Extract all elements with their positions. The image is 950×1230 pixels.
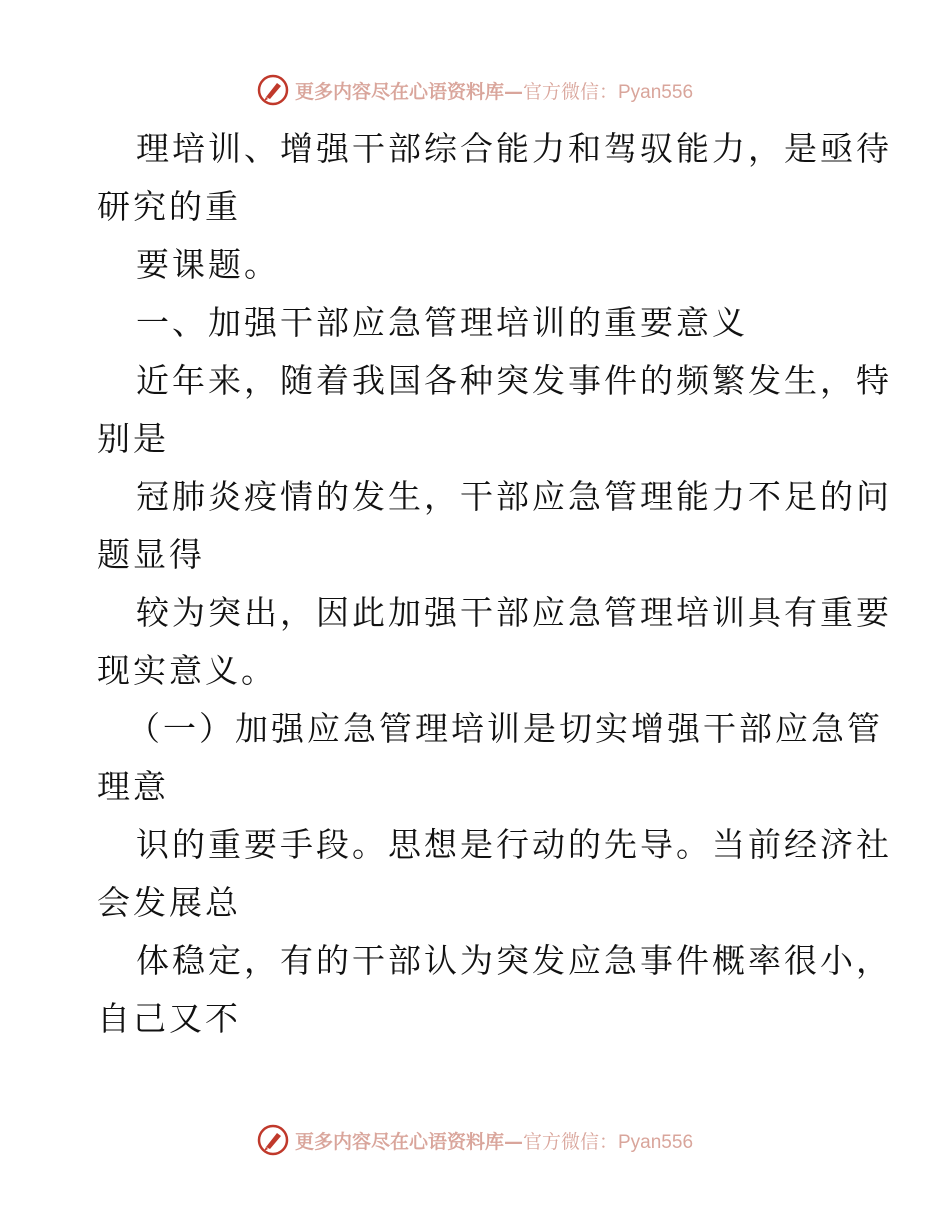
text-line: 理意 <box>97 767 169 806</box>
text-line: 自己又不 <box>97 999 241 1038</box>
text-line: 别是 <box>97 419 169 458</box>
pen-logo-icon <box>257 1124 289 1156</box>
text-line: 识的重要手段。思想是行动的先导。当前经济社 <box>136 825 892 864</box>
text-line: 理培训、增强干部综合能力和驾驭能力，是亟待 <box>136 129 892 168</box>
watermark-text: 更多内容尽在心语资料库—官方微信：Pyan556 <box>294 80 694 103</box>
text-line: 现实意义。 <box>97 651 277 690</box>
header-watermark <box>0 70 950 110</box>
text-line: 较为突出，因此加强干部应急管理培训具有重要 <box>136 593 892 632</box>
text-line: 会发展总 <box>97 883 241 922</box>
text-line: 体稳定，有的干部认为突发应急事件概率很小， <box>136 941 892 980</box>
watermark-text: 更多内容尽在心语资料库—官方微信：Pyan556 <box>294 1130 694 1153</box>
footer-watermark <box>0 1120 950 1160</box>
text-line: 冠肺炎疫情的发生，干部应急管理能力不足的问 <box>136 477 892 516</box>
section-heading: 一、加强干部应急管理培训的重要意义 <box>136 303 748 342</box>
subsection-heading: （一）加强应急管理培训是切实增强干部应急管 <box>127 709 883 748</box>
text-line: 题显得 <box>97 535 205 574</box>
text-line: 近年来，随着我国各种突发事件的频繁发生，特 <box>136 361 892 400</box>
pen-logo-icon <box>257 74 289 106</box>
text-line: 研究的重 <box>97 187 241 226</box>
text-line: 要课题。 <box>136 245 280 284</box>
document-body <box>97 120 892 1048</box>
